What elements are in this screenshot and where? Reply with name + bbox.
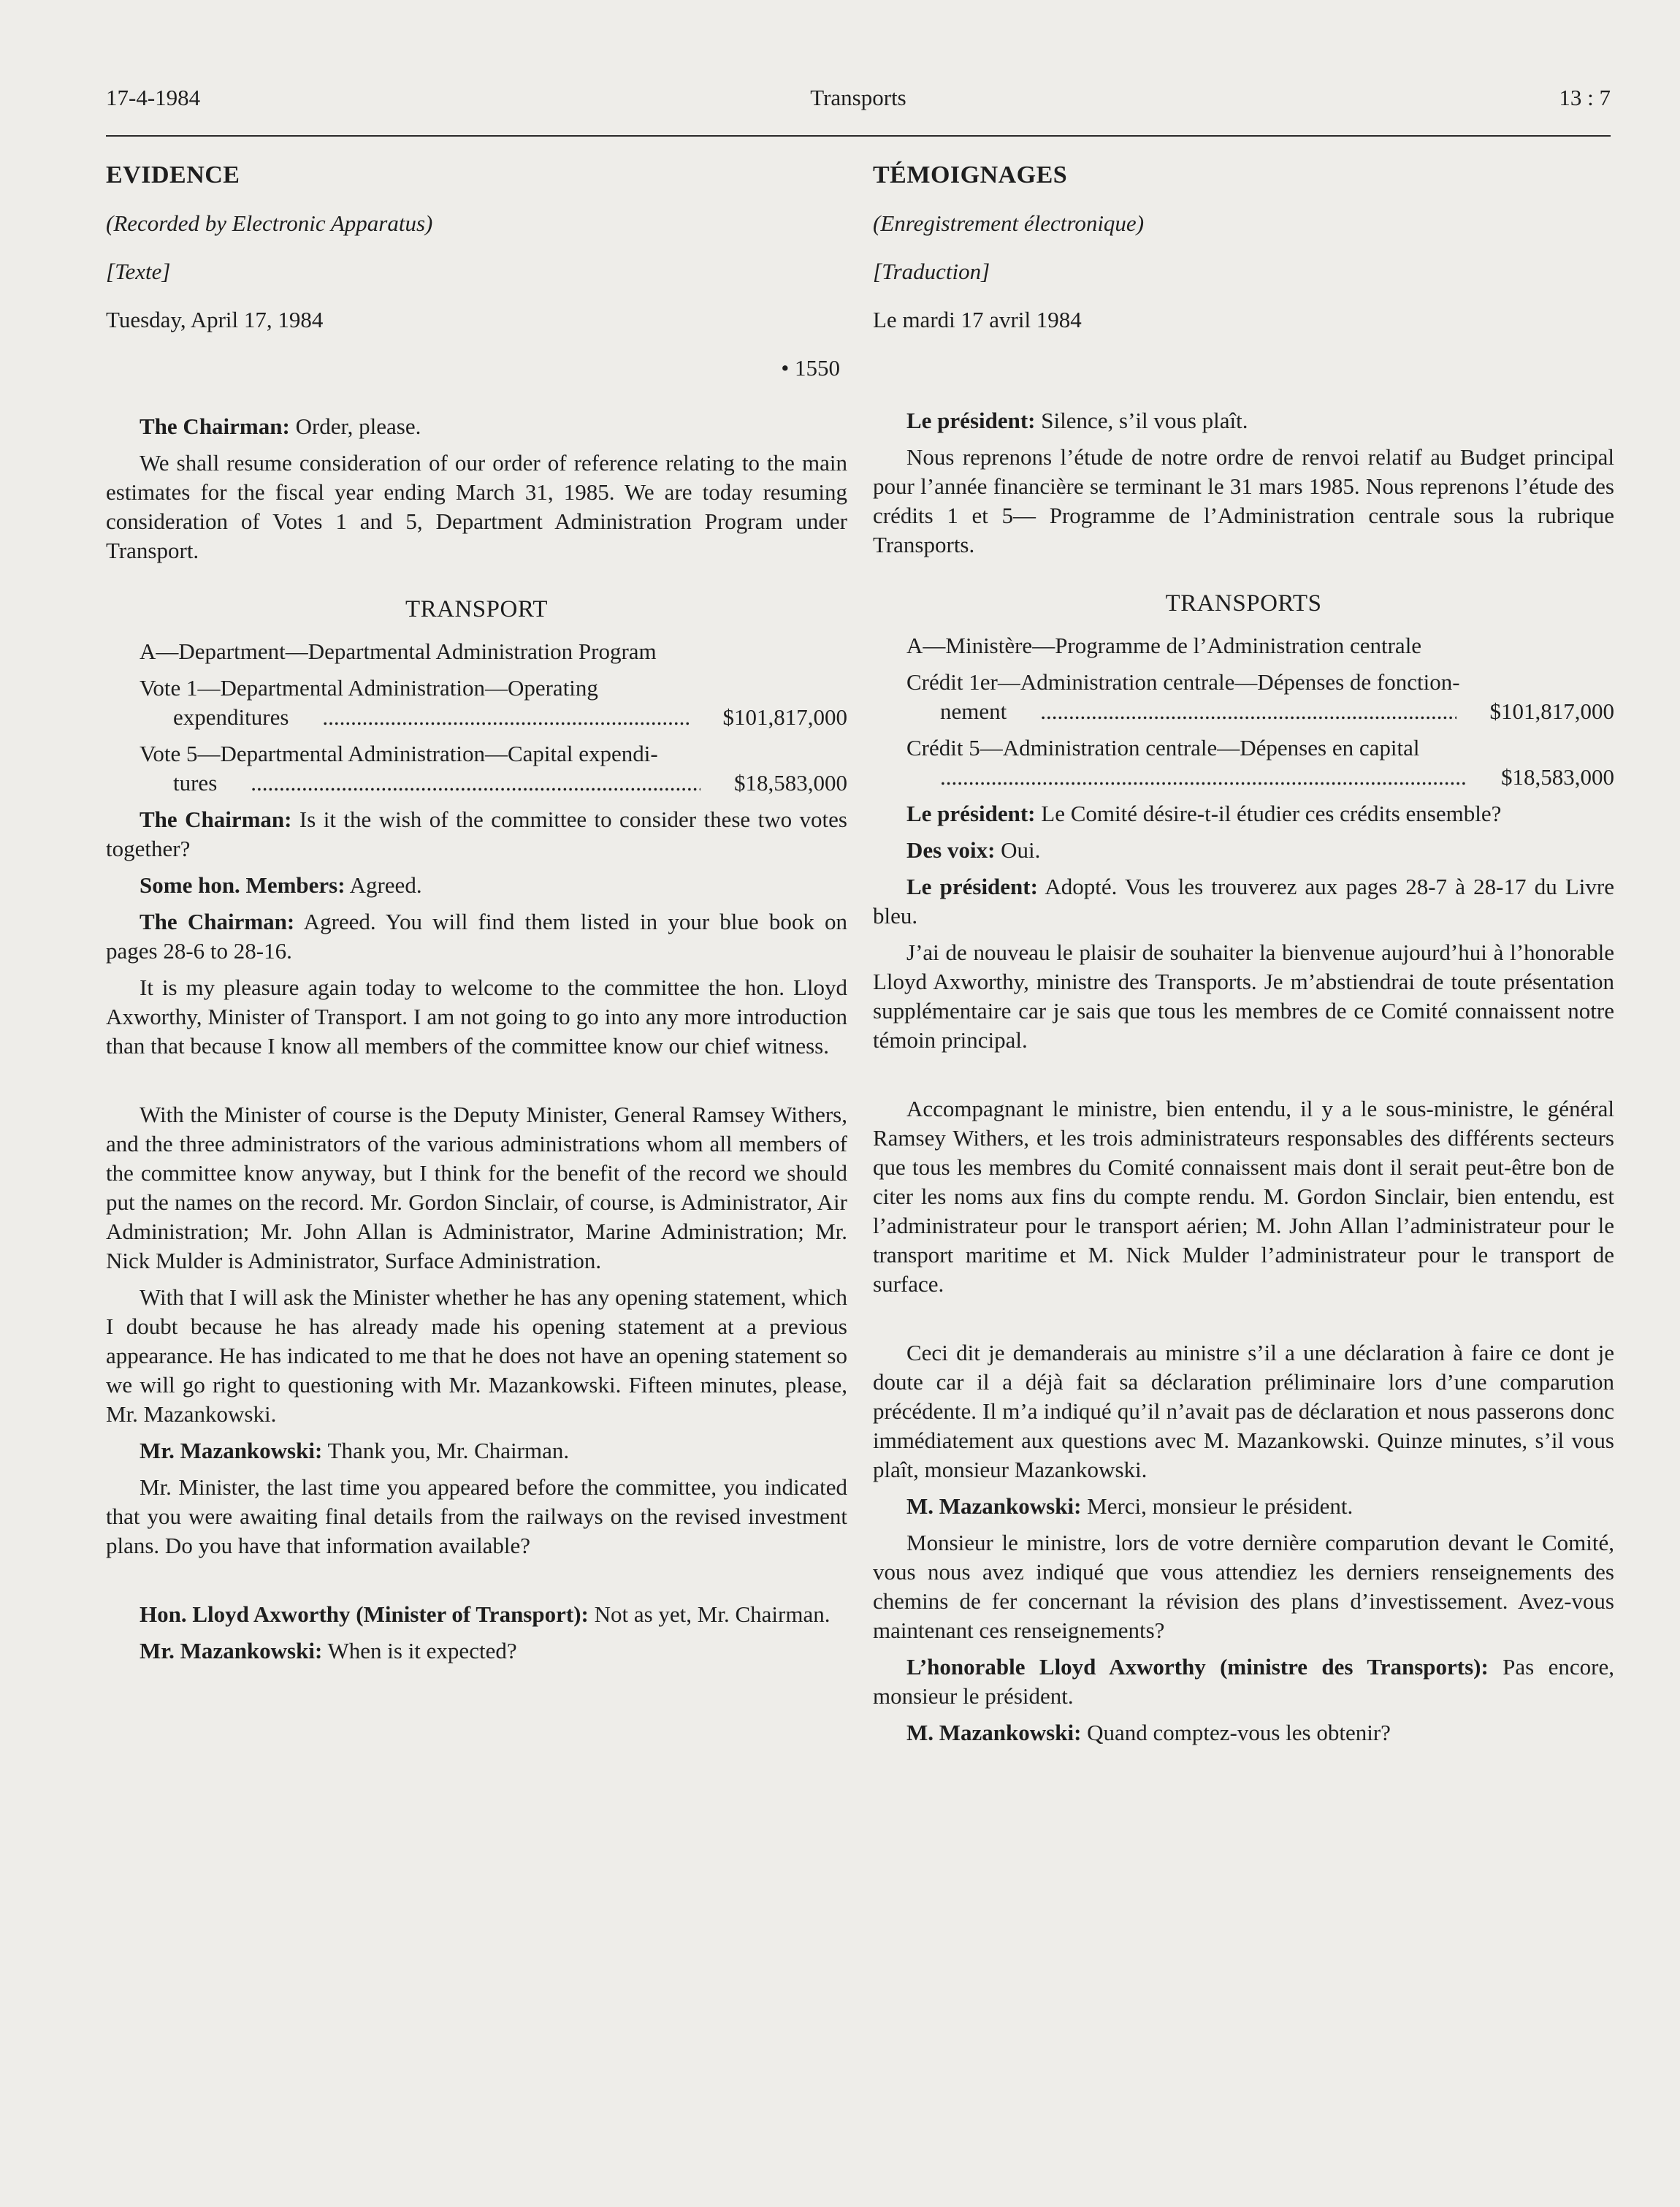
header-title: Transports <box>810 85 906 110</box>
speaker-name: L’honorable Lloyd Axworthy (ministre des Transports): <box>906 1654 1489 1680</box>
speaker-name: Mr. Mazankowski: <box>140 1638 323 1663</box>
paragraph <box>873 1492 1614 1521</box>
section-heading: TRANSPORTS <box>1165 590 1322 617</box>
vote-1-text: Vote 1—Departmental Administration—Operating <box>140 675 598 701</box>
speech-text: Is it the wish of the committee to consider these two votes together? <box>106 807 847 861</box>
speaker-name: The Chairman: <box>140 807 292 832</box>
speaker-name: Le président: <box>906 801 1036 826</box>
section-heading: TRANSPORT <box>405 596 549 622</box>
credit-1-text: Crédit 1er—Administration centrale—Dépenses de fonction- <box>906 669 1460 695</box>
speech-text: Le Comité désire-t-il étudier ces crédits ensemble? <box>1035 801 1502 826</box>
speaker-name: The Chairman: <box>140 413 290 439</box>
speech-text: Not as yet, Mr. Chairman. <box>588 1601 831 1627</box>
paragraph <box>106 412 847 441</box>
speaker-name: Some hon. Members: <box>140 872 345 898</box>
paragraph: Ceci dit je demanderais au ministre s’il a une déclaration à faire ce dont je doute car il a déjà fait sa déclaration préliminaire lors d’une comparution précédente. Il m’a indiqué qu’il n’avait pas de déclaration et nous passerons donc immédiatement aux questions avec M. Mazankowski. Quinze minutes, s’il vous plaît, monsieur Mazankowski. <box>873 1340 1614 1482</box>
header-date: 17-4-1984 <box>106 85 201 110</box>
paragraph: Monsieur le ministre, lors de votre dernière comparution devant le Comité, vous nous avez indiqué que vous attendiez les derniers renseignements des chemins de fer concernant la révision des plans d’investissement. Avez-vous maintenant ces renseignements? <box>873 1530 1614 1643</box>
speaker-name: M. Mazankowski: <box>906 1493 1082 1519</box>
credit-5-text: Crédit 5—Administration centrale—Dépenses en capital <box>906 735 1420 761</box>
text-tag: [Texte] <box>106 259 171 284</box>
vote-1-continuation: expenditures <box>173 704 289 730</box>
speaker-name: M. Mazankowski: <box>906 1720 1082 1745</box>
paragraph <box>106 1636 847 1666</box>
paragraph <box>106 907 847 966</box>
speech-text: Silence, s’il vous plaît. <box>1035 408 1248 433</box>
evidence-heading: EVIDENCE <box>106 161 240 188</box>
paragraph: Nous reprenons l’étude de notre ordre de renvoi relatif au Budget principal pour l’année financière se terminant le 31 mars 1985. Nous reprenons l’étude des crédits 1 et 5— Programme de l’Administration centrale sous la rubrique Transports. <box>873 444 1614 557</box>
english-column <box>106 161 847 1673</box>
leader-dots <box>217 769 700 798</box>
paragraph: J’ai de nouveau le plaisir de souhaiter la bienvenue aujourd’hui à l’honorable Lloyd Axworthy, ministre des Transports. Je m’abstiendrai de toute présentation supplémentaire car je sais que tous les membres de ce Comité connaissent notre témoin principal. <box>873 939 1614 1053</box>
vote-5-continuation: tures <box>173 770 218 796</box>
paragraph <box>873 799 1614 828</box>
paragraph <box>106 871 847 900</box>
credit-1 <box>873 668 1614 726</box>
french-column <box>873 161 1614 1755</box>
vote-5-amount: $18,583,000 <box>734 770 847 796</box>
credit-5-amount: $18,583,000 <box>1501 764 1614 790</box>
header-page-number: 13 : 7 <box>1559 85 1611 110</box>
speaker-name: Le président: <box>906 874 1038 899</box>
credit-1-continuation: nement <box>940 698 1007 724</box>
recorded-note: (Enregistrement électronique) <box>873 210 1145 236</box>
speech-text: Oui. <box>995 837 1041 863</box>
speech-text: Thank you, Mr. Chairman. <box>322 1438 570 1463</box>
vote-1-amount: $101,817,000 <box>722 704 847 730</box>
paragraph: We shall resume consideration of our order of reference relating to the main estimates for the fiscal year ending March 31, 1985. We are today resuming consideration of Votes 1 and 5, Department Administration Program under Transport. <box>106 450 847 563</box>
vote-1 <box>106 674 847 732</box>
speaker-name: The Chairman: <box>140 909 295 934</box>
paragraph <box>106 1436 847 1465</box>
sitting-date: Tuesday, April 17, 1984 <box>106 307 324 332</box>
leader-dots <box>906 763 1467 792</box>
speech-text: Merci, monsieur le président. <box>1081 1493 1353 1519</box>
speaker-name: Hon. Lloyd Axworthy (Minister of Transport): <box>140 1601 589 1627</box>
speaker-name: Mr. Mazankowski: <box>140 1438 323 1463</box>
paragraph <box>873 836 1614 865</box>
paragraph: It is my pleasure again today to welcome to the committee the hon. Lloyd Axworthy, Minister of Transport. I am not going to go into any more introduction than that because I know all members of the committee know our chief witness. <box>106 975 847 1059</box>
speech-text: Order, please. <box>289 413 421 439</box>
credit-5 <box>873 733 1614 792</box>
recorded-note: (Recorded by Electronic Apparatus) <box>106 210 433 236</box>
speech-text: When is it expected? <box>322 1638 517 1663</box>
sitting-date: Le mardi 17 avril 1984 <box>873 307 1082 332</box>
credit-1-amount: $101,817,000 <box>1489 698 1614 724</box>
speaker-name: Des voix: <box>906 837 996 863</box>
speaker-name: Le président: <box>906 408 1036 433</box>
speech-text: Pas encore, monsieur le président. <box>873 1654 1614 1709</box>
paragraph: With that I will ask the Minister whether he has any opening statement, which I doubt because he has already made his opening statement at a previous appearance. He has indicated to me that he does not have an opening statement so we will go right to questioning with Mr. Mazankowski. Fifteen minutes, please, Mr. Mazankowski. <box>106 1284 847 1427</box>
leader-dots <box>289 703 689 732</box>
leader-dots <box>1007 697 1456 726</box>
speech-text: Agreed. You will find them listed in your blue book on pages 28-6 to 28-16. <box>106 909 847 964</box>
speech-text: Agreed. <box>345 872 422 898</box>
program-line: A—Department—Departmental Administration Program <box>140 639 657 664</box>
paragraph: Accompagnant le ministre, bien entendu, il y a le sous-ministre, le général Ramsey Withers, et les trois administrateurs responsables des différents secteurs que tous les membres du Comité connaissent mais dont il serait peut-être bon de citer les noms aux fins du compte rendu. M. Gordon Sinclair, bien entendu, est l’administrateur pour le transport aérien; M. John Allan l’administrateur pour le transport maritime et M. Nick Mulder l’administrateur pour le transport de surface. <box>873 1096 1614 1297</box>
speech-text: Quand comptez-vous les obtenir? <box>1081 1720 1391 1745</box>
program-line: A—Ministère—Programme de l’Administration centrale <box>906 633 1422 658</box>
paragraph <box>106 1600 847 1629</box>
speech-text: Adopté. Vous les trouverez aux pages 28-7 à 28-17 du Livre bleu. <box>873 874 1615 929</box>
paragraph <box>106 805 847 864</box>
vote-5 <box>106 739 847 798</box>
paragraph: Mr. Minister, the last time you appeared before the committee, you indicated that you were awaiting final details from the railways on the revised investment plans. Do you have that information available? <box>106 1474 847 1558</box>
page-header <box>106 80 1611 137</box>
paragraph <box>873 406 1614 435</box>
paragraph <box>873 1718 1614 1747</box>
text-tag: [Traduction] <box>873 259 990 284</box>
time-marker: • 1550 <box>781 355 840 381</box>
paragraph: With the Minister of course is the Deputy Minister, General Ramsey Withers, and the three administrators of the various administrations whom all members of the committee know anyway, but I think for the benefit of the record we should put the names on the record. Mr. Gordon Sinclair, of course, is Administrator, Air Administration; Mr. John Allan is Administrator, Marine Administration; Mr. Nick Mulder is Administrator, Surface Administration. <box>106 1102 847 1273</box>
temoignages-heading: TÉMOIGNAGES <box>873 161 1068 188</box>
paragraph <box>873 1653 1614 1711</box>
vote-5-text: Vote 5—Departmental Administration—Capital expendi- <box>140 741 658 766</box>
paragraph <box>873 872 1614 931</box>
